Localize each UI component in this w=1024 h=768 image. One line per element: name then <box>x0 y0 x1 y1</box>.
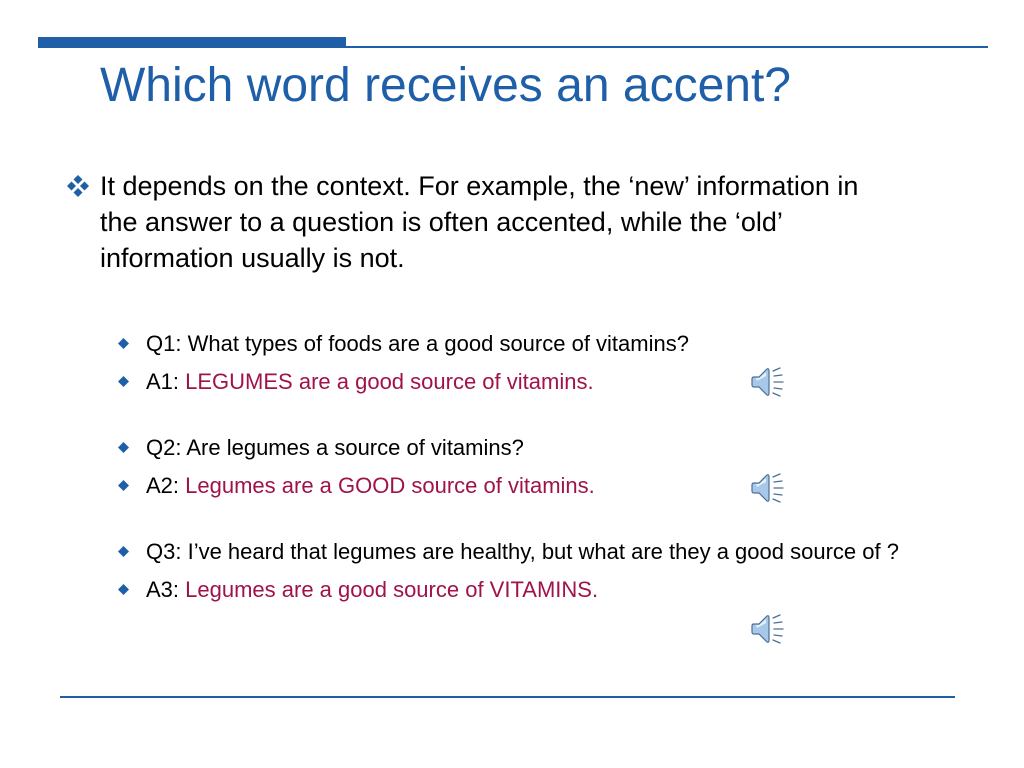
four-diamond-icon <box>66 174 90 198</box>
answer-text: Legumes are a good source of VITAMINS. <box>179 577 599 602</box>
list-item-q1 <box>116 330 916 357</box>
question-text: Are legumes a source of vitamins? <box>181 435 524 460</box>
item-label: Q1: <box>146 331 182 356</box>
item-label: Q3: <box>146 539 182 564</box>
qa-list <box>116 330 916 614</box>
item-label: A2: <box>146 473 180 498</box>
answer-text: LEGUMES are a good source of vitamins. <box>179 369 594 394</box>
question-text: I’ve heard that legumes are healthy, but what are they a good source of ? <box>181 539 899 564</box>
list-item-a3 <box>116 576 916 603</box>
question-text: What types of foods are a good source of vitamins? <box>181 331 689 356</box>
item-label: Q2: <box>146 435 182 460</box>
diamond-icon <box>118 584 129 595</box>
list-item-q2 <box>116 434 916 461</box>
list-item-a2 <box>116 472 916 499</box>
diamond-icon <box>118 376 129 387</box>
answer-text: Legumes are a GOOD source of vitamins. <box>179 473 595 498</box>
main-bullet <box>66 168 886 276</box>
speaker-icon[interactable] <box>748 611 786 647</box>
header-accent-bar <box>38 37 346 46</box>
diamond-icon <box>118 480 129 491</box>
main-bullet-text: It depends on the context. For example, the ‘new’ information in the answer to a question is often accented, while the ‘old’ information usually is not. <box>100 171 859 273</box>
speaker-icon[interactable] <box>748 470 786 506</box>
diamond-icon <box>118 338 129 349</box>
footer-rule <box>60 696 955 698</box>
list-item-q3 <box>116 538 916 565</box>
diamond-icon <box>118 546 129 557</box>
item-label: A1: <box>146 369 180 394</box>
diamond-icon <box>118 442 129 453</box>
list-item-a1 <box>116 368 916 395</box>
item-label: A3: <box>146 577 180 602</box>
speaker-icon[interactable] <box>748 364 786 400</box>
slide-title: Which word receives an accent? <box>100 59 791 112</box>
header-rule <box>38 46 988 48</box>
